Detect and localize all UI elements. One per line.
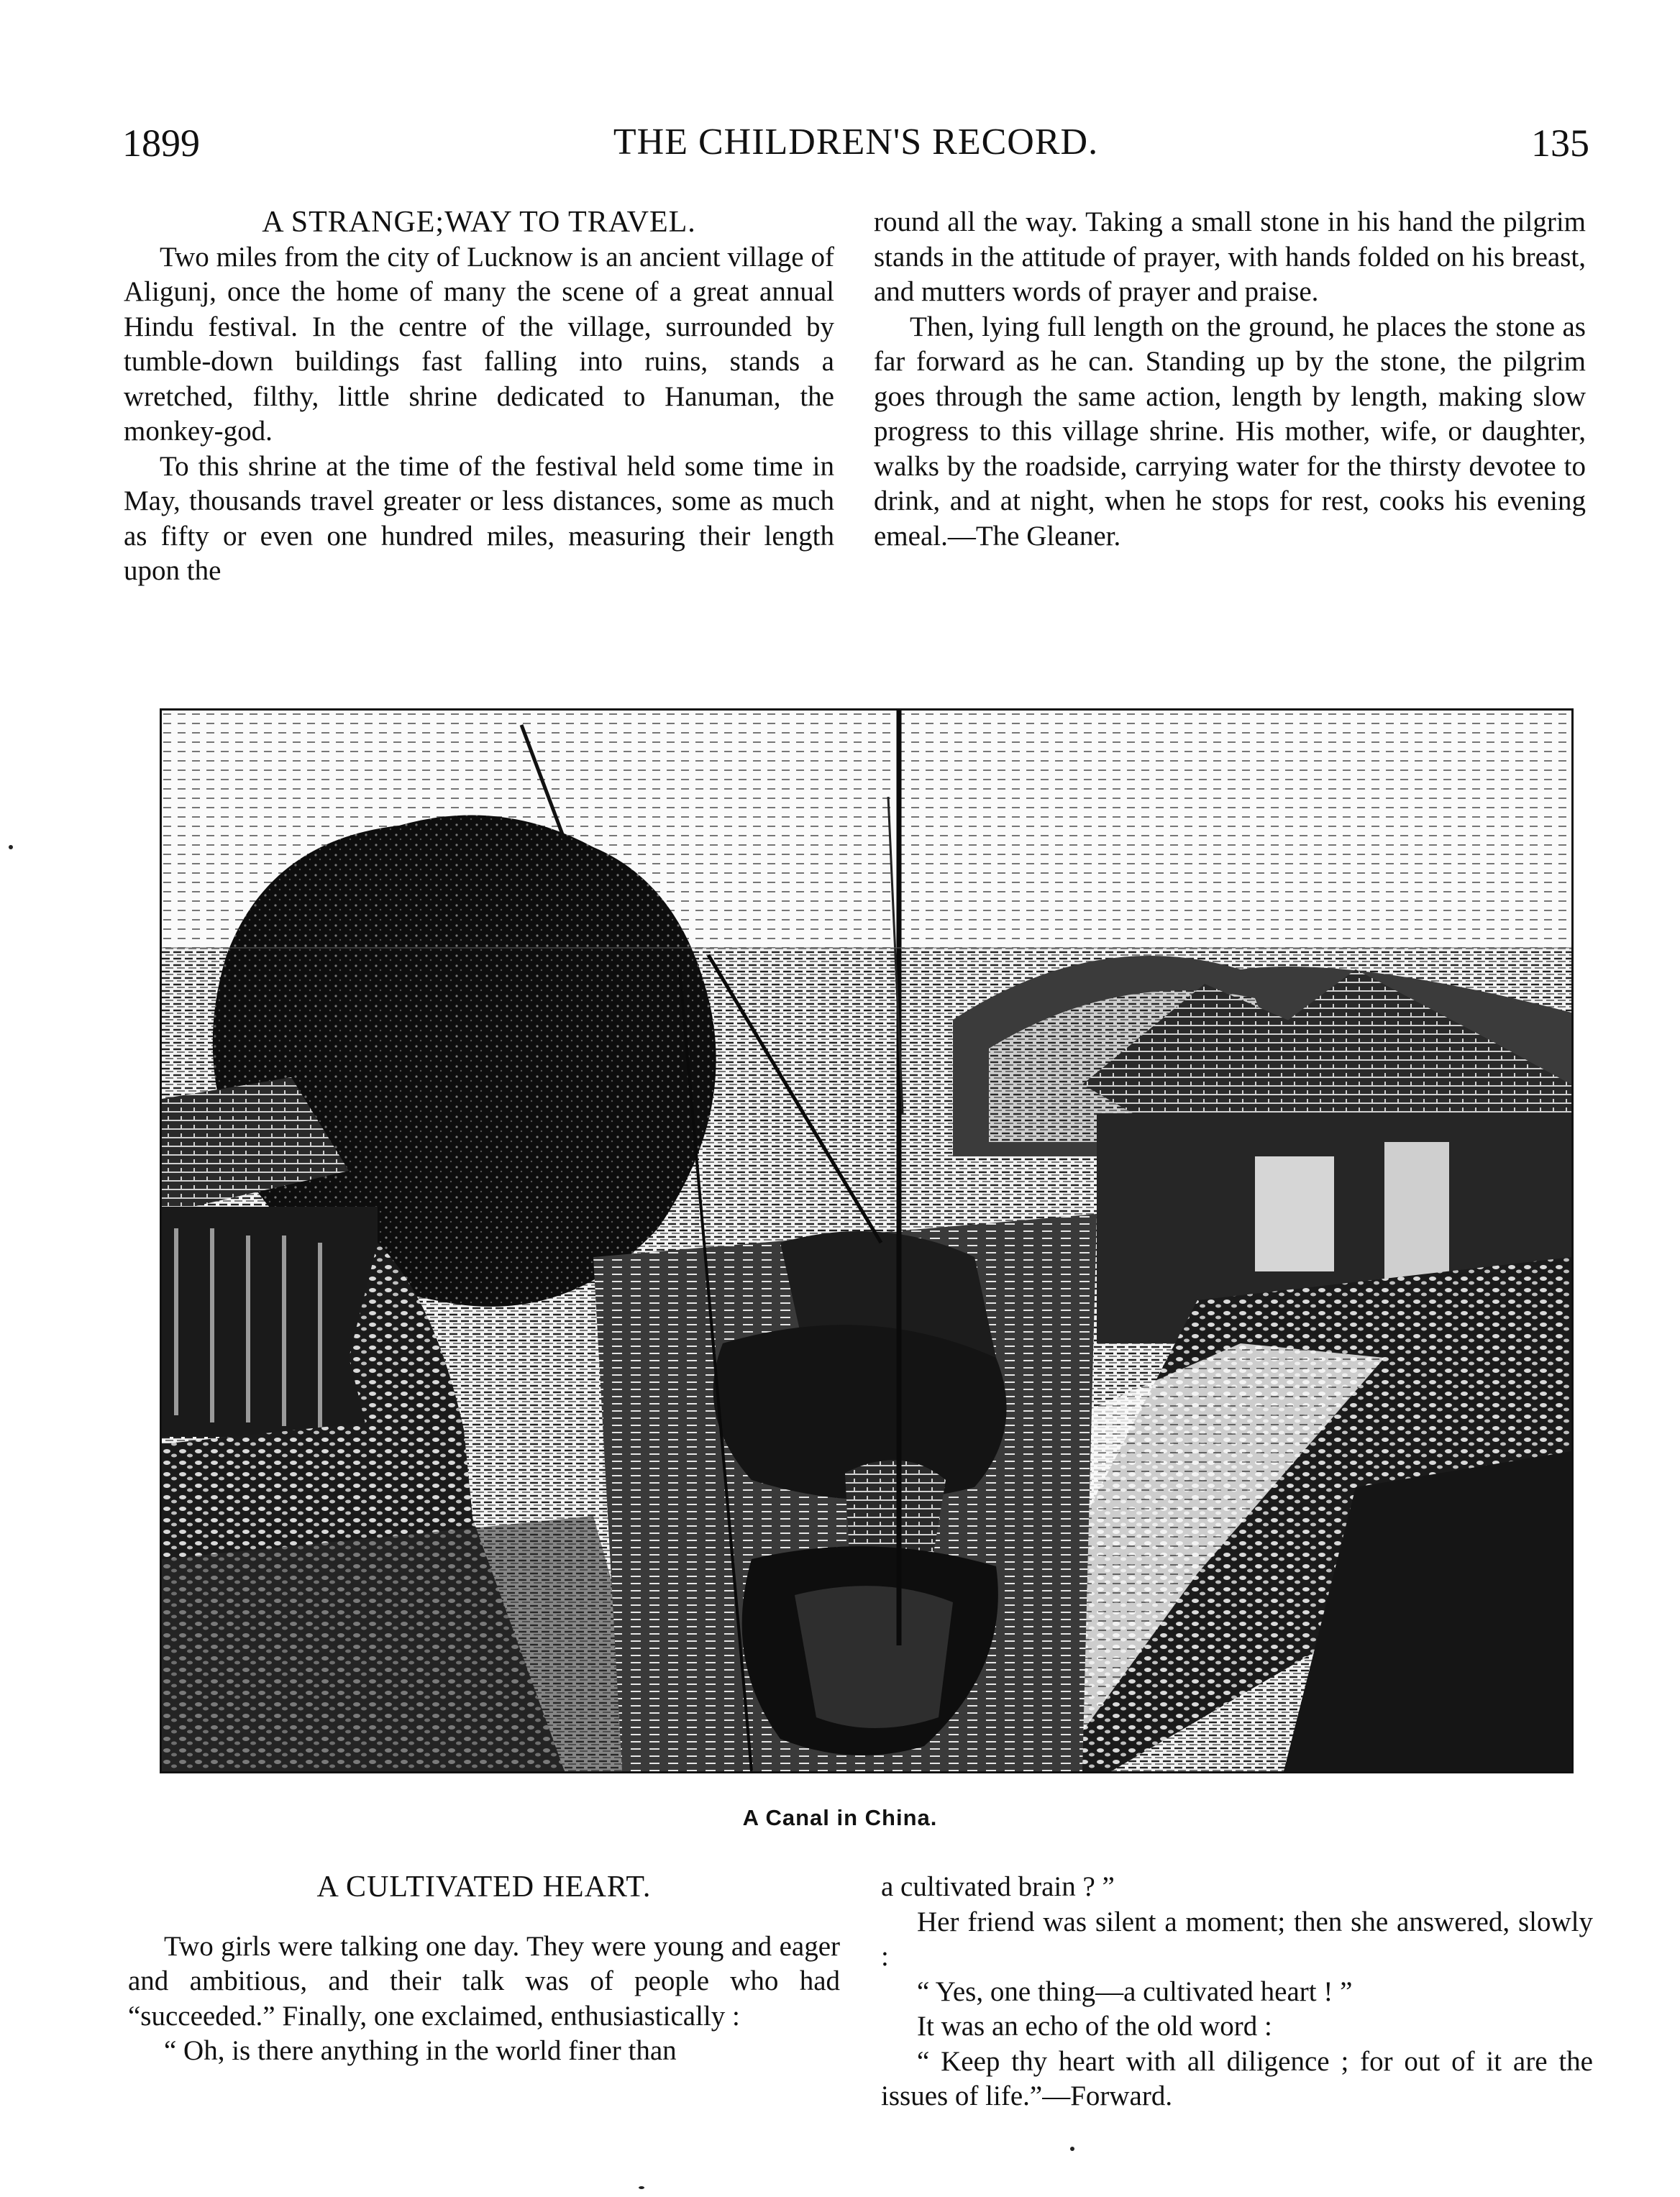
article-cultivated-heart-column-2: [881, 1870, 1593, 2114]
article-strange-way-column-2: [874, 205, 1586, 554]
paragraph: Then, lying full length on the ground, he places the stone as far forward as he can. Standing up by the stone, the pilgrim goes through the same action, length by length, making slow progress to this village shrine. His mother, wife, or daughter, walks by the roadside, carrying water for the thirsty devotee to drink, and at night, when he stops for rest, cooks his evening emeal.—The Gleaner.: [874, 311, 1586, 552]
page-number: 135: [1531, 122, 1589, 165]
paragraph: Two miles from the city of Lucknow is an ancient village of Aligunj, once the home of many the scene of a great annual Hindu festival. In the centre of the village, surrounded by tumble-down buildings fast falling into ruins, stands a wretched, filthy, little shrine dedicated to Hanuman, the monkey-god.: [124, 241, 834, 447]
print-speck: [9, 845, 13, 849]
article-title: A STRANGE;WAY TO TRAVEL.: [262, 206, 696, 239]
paragraph: “ Keep thy heart with all diligence ; for out of it are the issues of life.”—Forward.: [881, 2045, 1593, 2111]
paragraph: “ Oh, is there anything in the world finer than: [164, 2035, 677, 2066]
article-cultivated-heart-column-1: [128, 1870, 840, 2069]
paragraph: To this shrine at the time of the festival held some time in May, thousands travel greater or less distances, some as much as fifty or even one hundred miles, measuring their length upon the: [124, 450, 834, 586]
print-speck: [639, 2186, 644, 2189]
paragraph: Her friend was silent a moment; then she answered, slowly :: [881, 1906, 1593, 1972]
paragraph: round all the way. Taking a small stone in his hand the pilgrim stands in the attitude of prayer, with hands folded on his breast, and mutters words of prayer and praise.: [874, 206, 1586, 307]
paragraph: It was an echo of the old word :: [917, 2011, 1272, 2042]
paragraph: a cultivated brain ? ”: [881, 1871, 1115, 1902]
article-strange-way-column-1: [124, 205, 834, 589]
illustration-caption: A Canal in China.: [742, 1805, 938, 1830]
canal-engraving: [162, 711, 1571, 1771]
article-title: A CULTIVATED HEART.: [316, 1871, 652, 1904]
running-head: [122, 121, 1589, 178]
paragraph: Two girls were talking one day. They were young and eager and ambitious, and their talk was of people who had “succeeded.” Finally, one exclaimed, enthusiastically :: [128, 1930, 840, 2032]
paragraph: “ Yes, one thing—a cultivated heart ! ”: [917, 1976, 1353, 2007]
print-speck: [1070, 2147, 1074, 2151]
year: 1899: [122, 122, 200, 165]
publication-title: THE CHILDREN'S RECORD.: [613, 122, 1099, 163]
canal-engraving-illustration: [160, 708, 1574, 1773]
